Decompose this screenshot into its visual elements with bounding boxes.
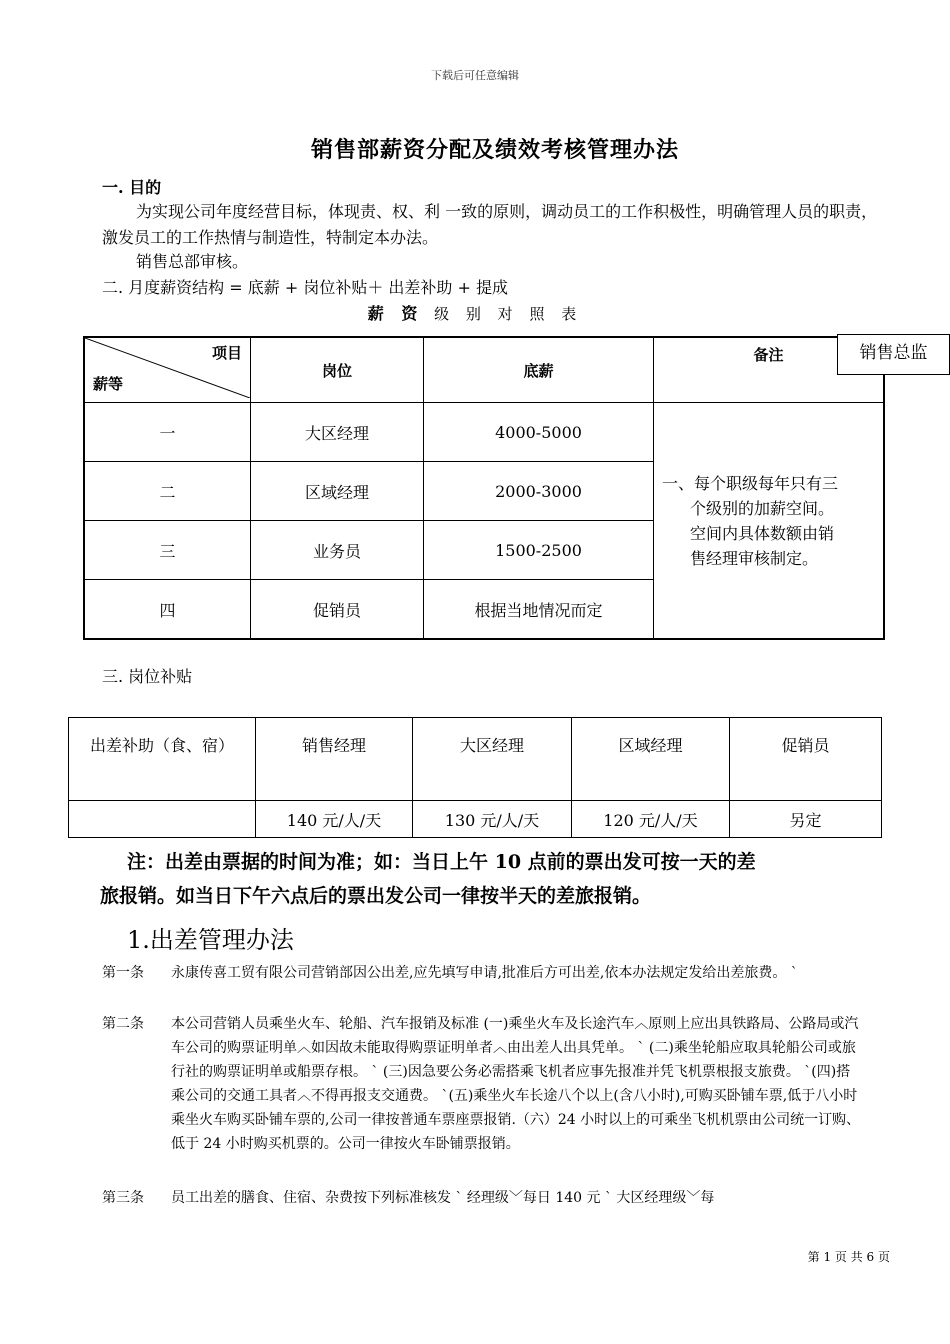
- base-cell: 根据当地情况而定: [424, 580, 654, 640]
- diagonal-header-cell: [84, 337, 251, 403]
- allowance-col-header: 区域经理: [572, 718, 730, 801]
- post-cell: 促销员: [251, 580, 424, 640]
- notice-line-1: 注：出差由票据的时间为准；如：当日上午 10 点前的票出发可按一天的差: [127, 851, 756, 873]
- allowance-col-header: 促销员: [730, 718, 882, 801]
- article-text: 员工出差的膳食、住宿、杂费按下列标准核发 ˋ 经理级﹀每日 140 元 ˋ 大区经理级﹀每: [171, 1190, 715, 1206]
- note-line: 个级别的加薪空间。: [690, 498, 835, 518]
- note-line: 一、每个职级每年只有三: [662, 473, 839, 493]
- section1-heading: 一. 目的: [102, 178, 162, 197]
- allowance-empty-cell: [69, 801, 256, 838]
- article-label: 第一条: [102, 965, 144, 981]
- article-text: 本公司营销人员乘坐火车、轮船、汽车报销及标准 (一)乘坐火车及长途汽车︿原则上应出具铁路局、公路局或汽车公司的购票证明单︿如因故未能取得购票证明单者︿由出差人出具凭单。 ˋ (二)乘坐轮船应取具轮船公司或旅行社的购票证明单或船票存根。 ˋ (三)因急要公务必需搭乘飞机者应事先报准并凭飞机票根报支旅费。 ˋ(四)搭乘公司的交通工具者︿不得再报支交通费。 ˋ(五)乘坐火车长途八个以上(含八小时),可购买卧铺车票,低于八小时乘坐火车购买卧铺车票的,公司一律按普通车票座票报销.（六）24 小时以上的可乘坐飞机机票由公司统一订购、低于 24 小时购买机票的。公司一律按火车卧铺票报销。: [171, 1016, 861, 1152]
- base-cell: 4000-5000: [424, 403, 654, 462]
- post-cell: 区域经理: [251, 462, 424, 521]
- notice-block: [100, 845, 870, 913]
- notice-line-2: 旅报销。如当日下午六点后的票出发公司一律按半天的差旅报销。: [100, 885, 652, 907]
- allowance-header-row: [69, 718, 882, 801]
- salary-caption-bold: 薪 资: [367, 304, 424, 323]
- section2-heading: 二. 月度薪资结构 = 底薪 + 岗位补贴＋ 出差补助 + 提成: [102, 278, 508, 297]
- grade-cell: 四: [84, 580, 251, 640]
- col-header-post: 岗位: [251, 337, 424, 403]
- allowance-table: [68, 717, 882, 838]
- document-title: 销售部薪资分配及绩效考核管理办法: [310, 137, 679, 163]
- section3-heading: 三. 岗位补贴: [102, 667, 193, 686]
- salary-grade-table: [83, 336, 885, 640]
- col-header-note: 备注: [654, 337, 885, 403]
- base-cell: 1500-2500: [424, 521, 654, 580]
- allowance-value-cell: 140 元/人/天: [256, 801, 413, 838]
- allowance-label-cell: 出差补助（食、宿）: [69, 718, 256, 801]
- grade-cell: 三: [84, 521, 251, 580]
- allowance-value-cell: 另定: [730, 801, 882, 838]
- page-number: 第 1 页 共 6 页: [807, 1250, 890, 1264]
- article-1: [102, 961, 862, 985]
- post-cell: 业务员: [251, 521, 424, 580]
- section1-paragraph: 为实现公司年度经营目标，体现责、权、利 一致的原则，调动员工的工作积极性，明确管理人员的职责，激发员工的工作热情与制造性，特制定本办法。: [102, 202, 878, 247]
- allowance-col-header: 销售经理: [256, 718, 413, 801]
- col-header-base: 底薪: [424, 337, 654, 403]
- article-2: [102, 1012, 862, 1156]
- grade-cell: 一: [84, 403, 251, 462]
- base-cell: 2000-3000: [424, 462, 654, 521]
- article-text: 永康传喜工贸有限公司营销部因公出差,应先填写申请,批准后方可出差,依本办法规定发给出差旅费。 ˋ: [171, 965, 798, 981]
- floating-label-box: 销售总监: [837, 334, 950, 375]
- salary-table-caption: [0, 301, 950, 324]
- page-header-note: 下载后可任意编辑: [431, 69, 519, 82]
- note-line: 售经理审核制定。: [690, 548, 819, 568]
- article-3: [102, 1186, 862, 1210]
- note-cell: [654, 403, 885, 640]
- allowance-value-row: [69, 801, 882, 838]
- salary-table-header-row: [84, 337, 884, 403]
- allowance-value-cell: 130 元/人/天: [413, 801, 572, 838]
- grade-cell: 二: [84, 462, 251, 521]
- post-cell: 大区经理: [251, 403, 424, 462]
- allowance-col-header: 大区经理: [413, 718, 572, 801]
- table-row: [84, 403, 884, 462]
- note-line: 空间内具体数额由销: [690, 523, 835, 543]
- salary-caption-rest: 级 别 对 照 表: [434, 305, 583, 323]
- article-label: 第二条: [102, 1016, 144, 1032]
- article-label: 第三条: [102, 1190, 144, 1206]
- corner-label-grade: 薪等: [93, 375, 124, 393]
- travel-heading: 1.出差管理办法: [127, 926, 294, 954]
- corner-label-item: 项目: [211, 344, 242, 362]
- section1-review-line: 销售总部审核。: [136, 252, 249, 271]
- allowance-value-cell: 120 元/人/天: [572, 801, 730, 838]
